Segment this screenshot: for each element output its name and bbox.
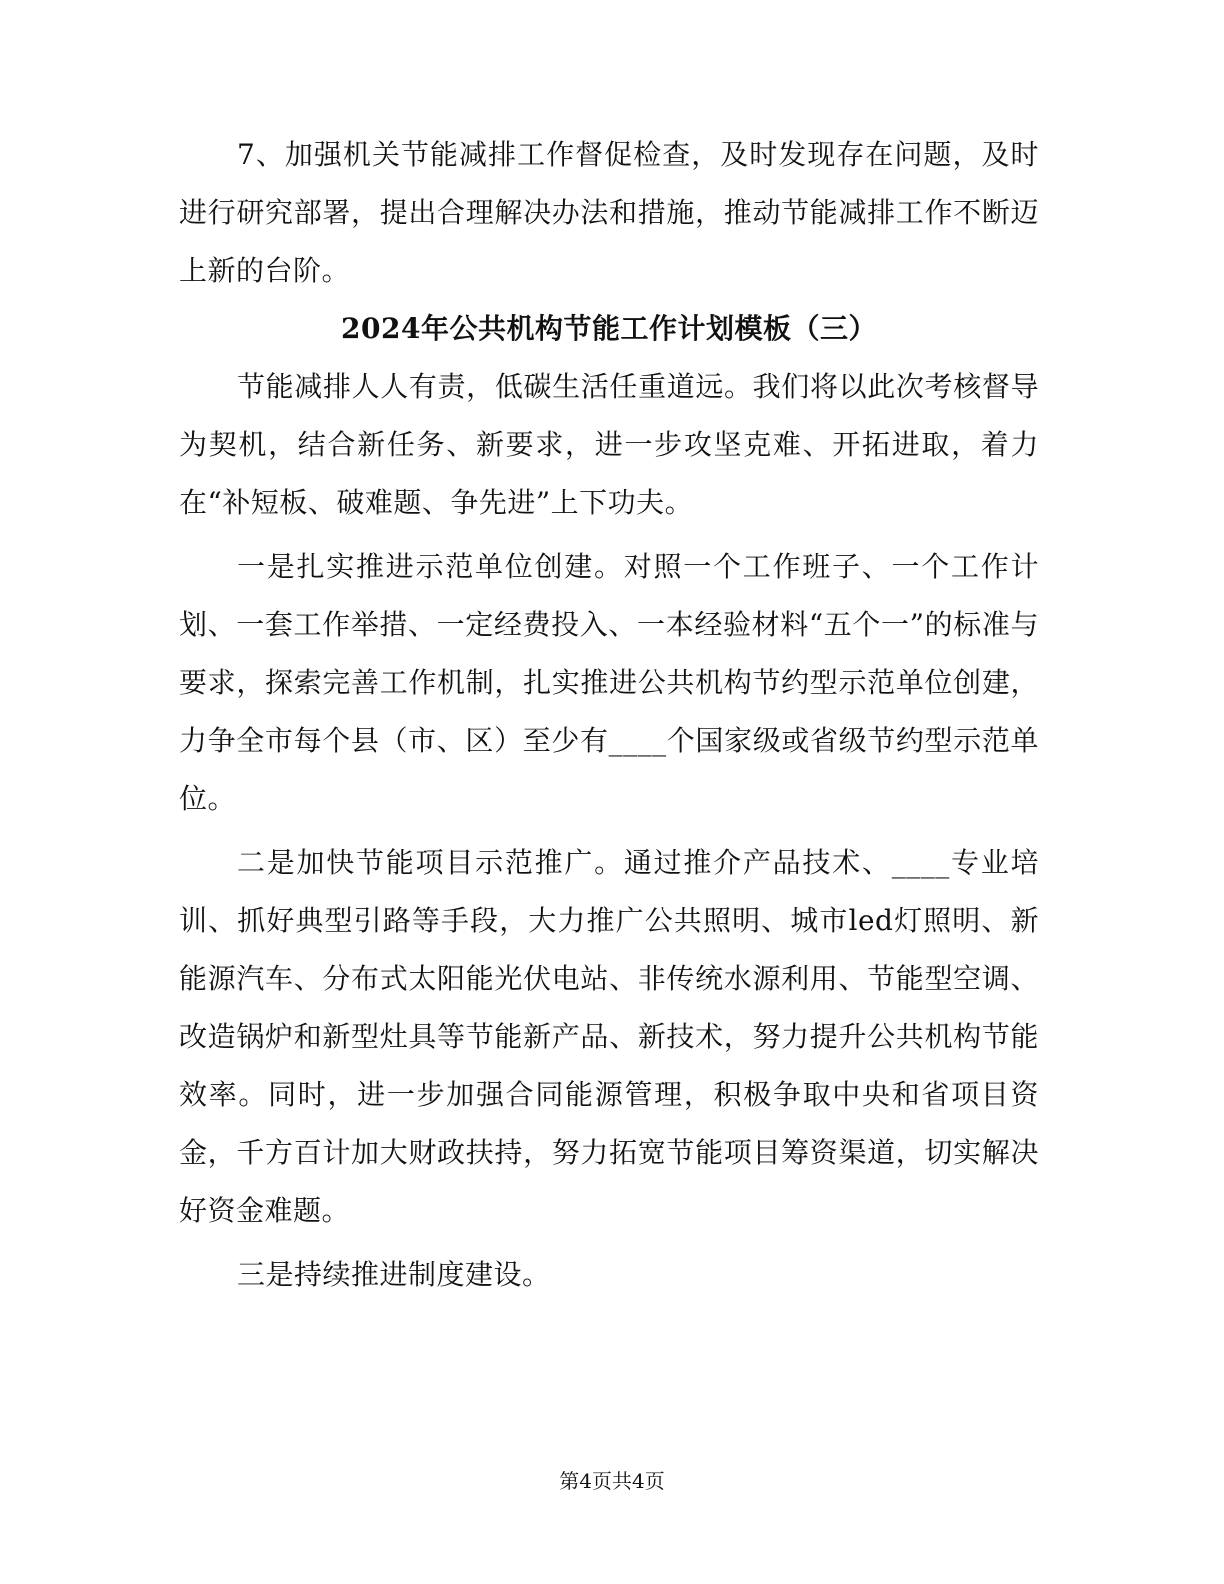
paragraph-point-three: 三是持续推进制度建设。 bbox=[237, 1258, 551, 1291]
document-body bbox=[179, 126, 1039, 1304]
section-heading: 2024年公共机构节能工作计划模板（三） bbox=[341, 312, 877, 345]
paragraph-intro: 节能减排人人有责，低碳生活任重道远。我们将以此次考核督导为契机，结合新任务、新要求，进一步攻坚克难、开拓进取，着力在“补短板、破难题、争先进”上下功夫。 bbox=[179, 370, 1039, 519]
paragraph-point-two: 二是加快节能项目示范推广。通过推介产品技术、____专业培训、抓好典型引路等手段，大力推广公共照明、城市led灯照明、新能源汽车、分布式太阳能光伏电站、非传统水源利用、节能型空调、改造锅炉和新型灶具等节能新产品、新技术，努力提升公共机构节能效率。同时，进一步加强合同能源管理，积极争取中央和省项目资金，千方百计加大财政扶持，努力拓宽节能项目筹资渠道，切实解决好资金难题。 bbox=[179, 846, 1039, 1227]
paragraph-point-one: 一是扎实推进示范单位创建。对照一个工作班子、一个工作计划、一套工作举措、一定经费投入、一本经验材料“五个一”的标准与要求，探索完善工作机制，扎实推进公共机构节约型示范单位创建，力争全市每个县（市、区）至少有____个国家级或省级节约型示范单位。 bbox=[179, 550, 1039, 815]
paragraph-item-7: 7、加强机关节能减排工作督促检查，及时发现存在问题，及时进行研究部署，提出合理解决办法和措施，推动节能减排工作不断迈上新的台阶。 bbox=[179, 138, 1039, 287]
page-number-footer: 第4页共4页 bbox=[559, 1469, 665, 1493]
